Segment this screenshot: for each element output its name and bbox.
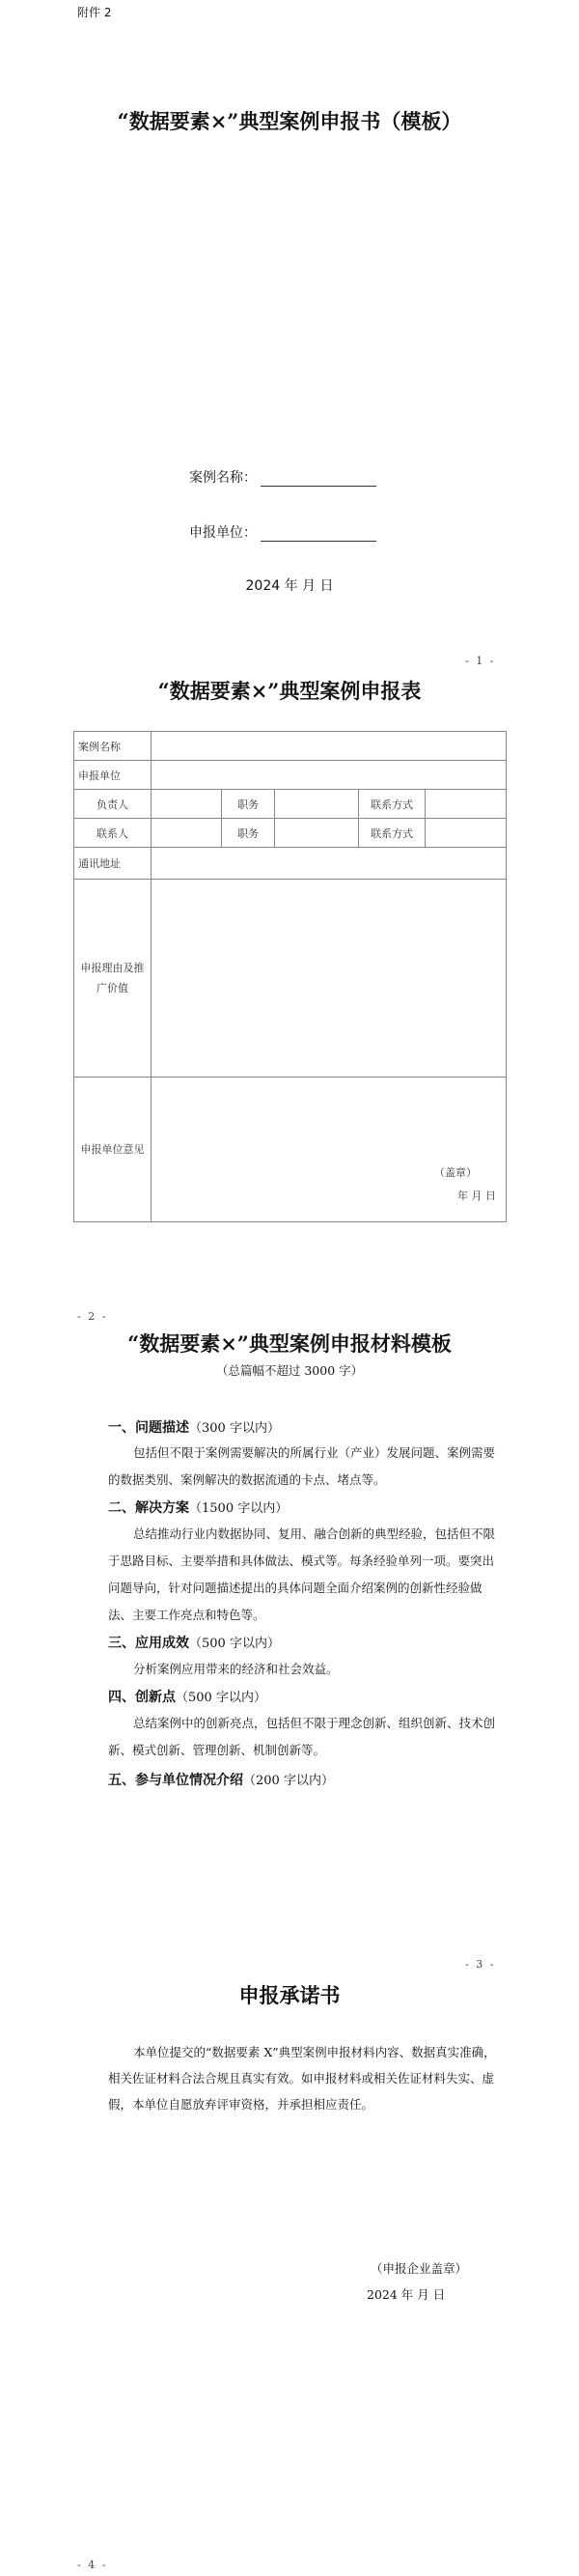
- contact-cell-label: 联系人: [74, 819, 152, 848]
- case-name-cell-label: 案例名称: [74, 732, 152, 761]
- cover-date: 2024 年 月 日: [245, 578, 334, 594]
- form-date: 年 月 日: [457, 1190, 496, 1202]
- case-name-cell-value: [152, 732, 507, 761]
- section-heading: 五、参与单位情况介绍（200 字以内）: [108, 1773, 334, 1788]
- section-heading: 三、应用成效（500 字以内）: [108, 1636, 280, 1651]
- leader-cell-value: [152, 790, 222, 819]
- form-title: “数据要素×”典型案例申报表: [157, 679, 422, 703]
- section-heading: 四、创新点（500 字以内）: [108, 1690, 266, 1705]
- section-body: 总结案例中的创新亮点，包括但不限于理念创新、组织创新、技术创新、模式创新、管理创新、机制创新等。: [108, 1716, 496, 1757]
- page-number: - 4 -: [77, 2559, 108, 2571]
- unit-cell-value: [152, 761, 507, 790]
- leader-position-label: 职务: [221, 790, 274, 819]
- promise-body: 本单位提交的“数据要素 X”典型案例申报材料内容、数据真实准确，相关佐证材料合法合规且真实有效。如申报材料或相关佐证材料失实、虚假，本单位自愿放弃评审资格，并承担相应责任。: [108, 2045, 496, 2112]
- leader-position-value: [275, 790, 359, 819]
- contact-method-label: 联系方式: [359, 819, 426, 848]
- promise-title: 申报承诺书: [238, 1983, 341, 2007]
- contact-cell-value: [152, 819, 222, 848]
- page-number: - 3 -: [465, 1958, 496, 1971]
- reason-cell-label: 申报理由及推广价值: [74, 880, 152, 1078]
- case-name-field: [189, 467, 376, 487]
- unit-label: 申报单位：: [189, 525, 257, 541]
- promise-seal: （申报企业盖章）: [371, 2261, 468, 2276]
- material-title: “数据要素×”典型案例申报材料模板: [127, 1331, 452, 1356]
- address-cell-label: 通讯地址: [74, 848, 152, 880]
- contact-position-label: 职务: [221, 819, 274, 848]
- form-row-reason: [74, 880, 507, 1078]
- form-seal: （盖章）: [434, 1166, 477, 1179]
- leader-contact-label: 联系方式: [359, 790, 426, 819]
- unit-line: [261, 527, 376, 542]
- section-body: 包括但不限于案例需要解决的所属行业（产业）发展问题、案例需要的数据类别、案例解决的数据流通的卡点、堵点等。: [108, 1445, 496, 1487]
- section-body: 总结推动行业内数据协同、复用、融合创新的典型经验，包括但不限于思路目标、主要举措和具体做法、模式等。每条经验单列一项。要突出问题导向，针对问题描述提出的具体问题全面介绍案例的创新性经验做法、主要工作亮点和特色等。: [108, 1526, 496, 1622]
- page-number: - 1 -: [465, 655, 496, 667]
- unit-cell-label: 申报单位: [74, 761, 152, 790]
- form-row-unit: [74, 761, 507, 790]
- form-row-leader: [74, 790, 507, 819]
- cover-title: “数据要素×”典型案例申报书（模板）: [117, 109, 462, 133]
- form-row-case-name: [74, 732, 507, 761]
- form-row-address: [74, 848, 507, 880]
- opinion-cell-value: [152, 1078, 507, 1222]
- case-name-label: 案例名称：: [189, 470, 257, 486]
- material-subtitle: （总篇幅不超过 3000 字）: [215, 1363, 364, 1378]
- unit-field: [189, 522, 376, 542]
- contact-position-value: [275, 819, 359, 848]
- leader-cell-label: 负责人: [74, 790, 152, 819]
- contact-method-value: [426, 819, 507, 848]
- section-body: 分析案例应用带来的经济和社会效益。: [133, 1662, 339, 1676]
- leader-contact-value: [426, 790, 507, 819]
- opinion-cell-label: 申报单位意见: [74, 1078, 152, 1222]
- page-number: - 2 -: [77, 1310, 108, 1323]
- form-row-contact: [74, 819, 507, 848]
- reason-cell-value: [152, 880, 507, 1078]
- section-heading: 一、问题描述（300 字以内）: [108, 1420, 280, 1436]
- form-row-opinion: [74, 1078, 507, 1222]
- annex-label: 附件 2: [77, 6, 112, 19]
- address-cell-value: [152, 848, 507, 880]
- application-form-table: [73, 731, 507, 1222]
- case-name-line: [261, 472, 376, 487]
- promise-date: 2024 年 月 日: [367, 2287, 446, 2302]
- section-heading: 二、解决方案（1500 字以内）: [108, 1500, 289, 1516]
